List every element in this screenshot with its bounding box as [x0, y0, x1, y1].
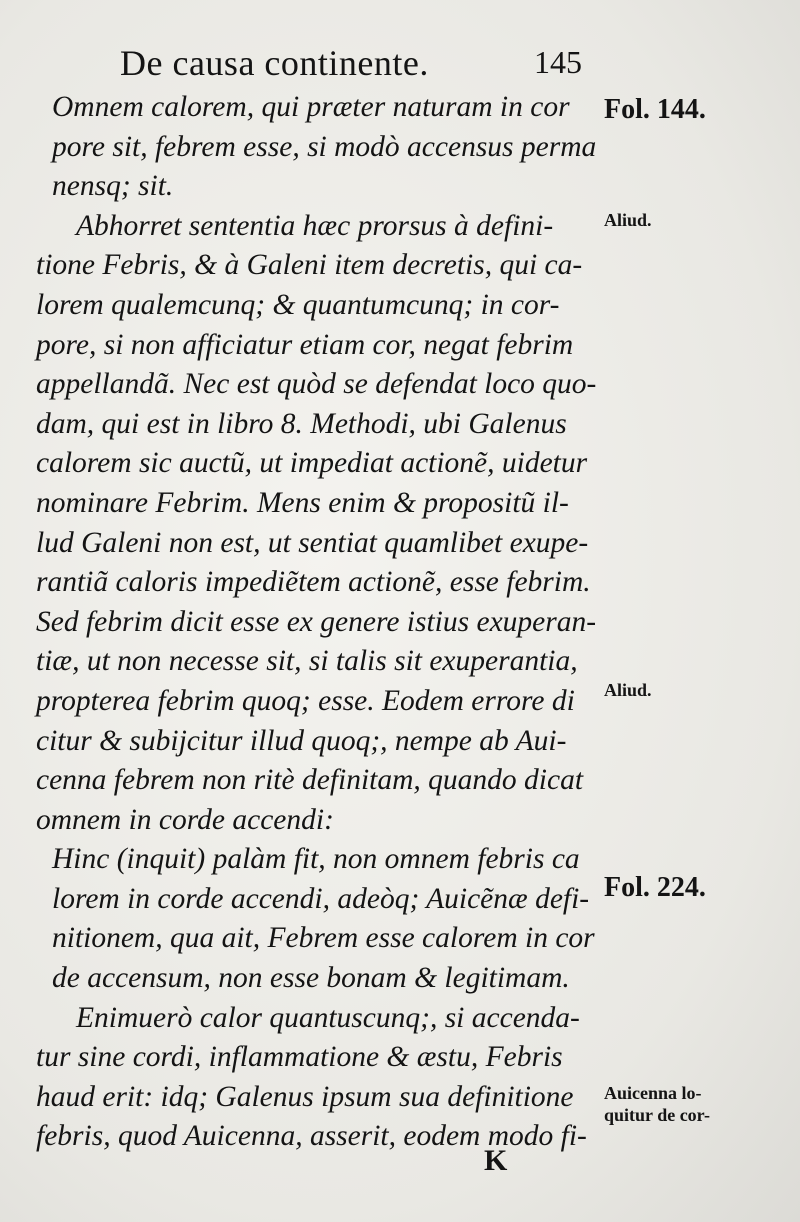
signature-mark: K	[484, 1144, 508, 1177]
text-line: tiæ, ut non necesse sit, si talis sit exuperantia,	[36, 645, 578, 678]
text-line: pore sit, febrem esse, si modò accensus perma	[52, 130, 597, 163]
text-line: haud erit: idq; Galenus ipsum sua definitione	[36, 1080, 574, 1113]
text-line: nominare Febrim. Mens enim & propositũ il-	[36, 486, 569, 519]
text-line: Enimuerò calor quantuscunq;, si accenda-	[76, 1001, 580, 1034]
text-line: Abhorret sententia hæc prorsus à defini-	[76, 209, 554, 242]
text-line: cenna febrem non ritè definitam, quando dicat	[36, 764, 584, 797]
margin-note-fol-224: Fol. 224.	[604, 872, 706, 903]
text-line: tur sine cordi, inflammatione & æstu, Febris	[36, 1041, 563, 1074]
quoted-text-line: lorem in corde accendi, adeòq; Auicẽnæ defi-	[52, 882, 590, 915]
quoted-text-line: nitionem, qua ait, Febrem esse calorem in cor	[52, 922, 595, 955]
margin-note-aliud: Aliud.	[604, 680, 652, 700]
text-line: citur & subijcitur illud quoq;, nempe ab Aui-	[36, 724, 567, 757]
text-line: Omnem calorem, qui præter naturam in cor	[52, 91, 570, 123]
page-number: 145	[534, 44, 582, 80]
margin-note-line: quitur de cor-	[604, 1105, 710, 1125]
quoted-text-line: Hinc (inquit) palàm fit, non omnem febris ca	[52, 843, 580, 876]
text-line: propterea febrim quoq; esse. Eodem errore di	[36, 684, 575, 717]
margin-note-line: Auicenna lo-	[604, 1083, 702, 1103]
text-line: dam, qui est in libro 8. Methodi, ubi Galenus	[36, 407, 567, 440]
body-text	[36, 88, 596, 1157]
text-line: Sed febrim dicit esse ex genere istius exuperan-	[36, 605, 597, 638]
quoted-text-line: de accensum, non esse bonam & legitimam.	[52, 962, 570, 995]
margin-note-auicenna	[604, 1082, 710, 1126]
text-line: febris, quod Auicenna, asserit, eodem modo fi-	[36, 1120, 587, 1153]
text-line: lud Galeni non est, ut sentiat quamlibet exupe-	[36, 526, 589, 559]
running-head-title: De causa continente.	[120, 43, 429, 83]
text-line: nensq; sit.	[52, 170, 174, 203]
margin-note-aliud: Aliud.	[604, 210, 652, 230]
text-line: calorem sic auctũ, ut impediat actionẽ, uidetur	[36, 447, 588, 480]
text-line: rantiã caloris impediẽtem actionẽ, esse febrim.	[36, 566, 591, 599]
text-line: omnem in corde accendi:	[36, 803, 334, 836]
text-line: pore, si non afficiatur etiam cor, negat febrim	[36, 328, 574, 361]
margin-note-fol-144: Fol. 144.	[604, 94, 706, 125]
text-line: appellandã. Nec est quòd se defendat loco quo-	[36, 368, 597, 401]
text-line: tione Febris, & à Galeni item decretis, qui ca-	[36, 249, 583, 282]
bleed-through-shadow	[740, 250, 800, 950]
text-line: lorem qualemcunq; & quantumcunq; in cor-	[36, 288, 560, 321]
